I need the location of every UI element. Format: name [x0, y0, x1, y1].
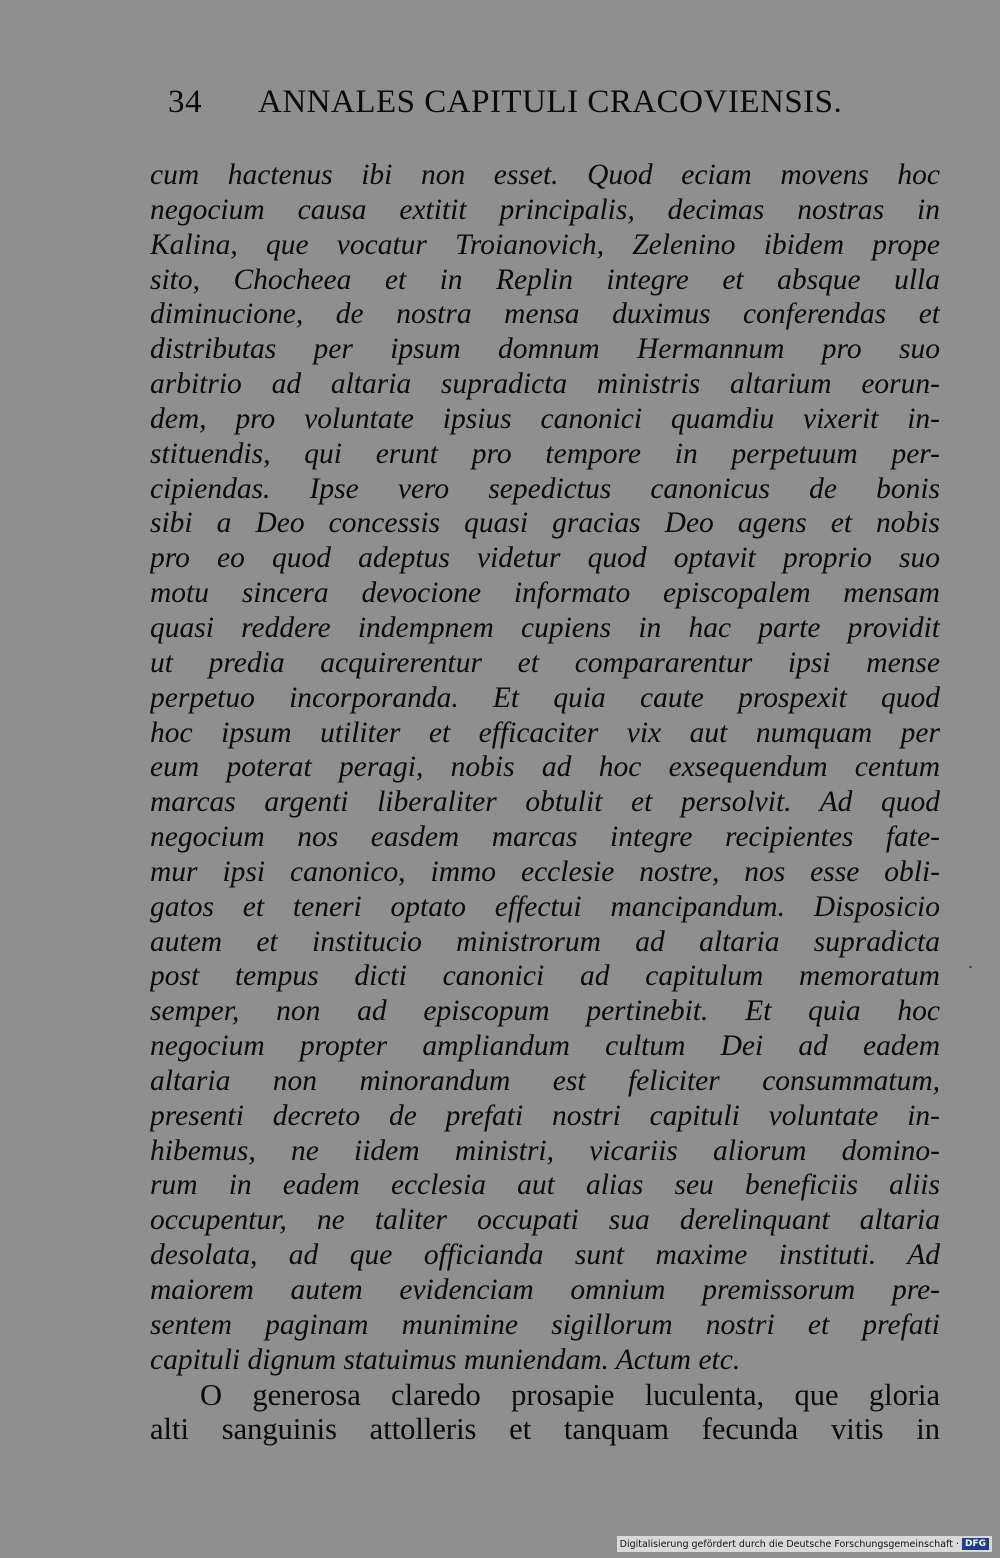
text-line: arbitrio ad altaria supradicta ministris altarium eorun- [150, 368, 940, 401]
text-line: stituendis, qui erunt pro tempore in perpetuum per- [150, 437, 940, 470]
text-line-paragraph-start: O generosa claredo prosapie luculenta, que gloria [200, 1377, 940, 1412]
text-line: alti sanguinis attolleris et tanquam fecunda vitis in [150, 1412, 940, 1447]
text-line: sentem paginam munimine sigillorum nostri et prefati [150, 1308, 940, 1341]
text-line: rum in eadem ecclesia aut alias seu beneficiis aliis [150, 1169, 940, 1202]
text-line: eum poterat peragi, nobis ad hoc exsequendum centum [150, 751, 940, 784]
text-line: motu sincera devocione informato episcopalem mensam [150, 577, 940, 610]
text-line: capituli dignum statuimus muniendam. Actum etc. [150, 1343, 741, 1376]
text-line: post tempus dicti canonici ad capitulum memoratum [150, 960, 940, 993]
text-line: cipiendas. Ipse vero sepedictus canonicus de bonis [150, 472, 940, 505]
text-line: sito, Chocheea et in Replin integre et absque ulla [150, 263, 940, 296]
text-line: altaria non minorandum est feliciter consummatum, [150, 1064, 940, 1097]
page-number: 34 [168, 84, 202, 120]
text-line: negocium causa extitit principalis, decimas nostras in [150, 193, 940, 226]
running-title: ANNALES CAPITULI CRACOVIENSIS. [258, 84, 843, 120]
page-header [168, 84, 858, 128]
footer-credit: Digitalisierung gefördert durch die Deutsche Forschungsgemeinschaft [619, 1538, 953, 1550]
body-text [150, 158, 940, 1447]
text-line: hibemus, ne iidem ministri, vicariis aliorum domino- [150, 1134, 940, 1167]
footer-separator: · [955, 1538, 959, 1550]
text-line: diminucione, de nostra mensa duximus conferendas et [150, 298, 940, 331]
text-line: pro eo quod adeptus videtur quod optavit proprio suo [150, 542, 940, 575]
text-line: quasi reddere indempnem cupiens in hac parte providit [150, 611, 940, 644]
text-line: dem, pro voluntate ipsius canonici quamdiu vixerit in- [150, 402, 940, 435]
text-line: desolata, ad que officianda sunt maxime instituti. Ad [150, 1239, 940, 1272]
text-line: negocium nos easdem marcas integre recipientes fate- [150, 821, 940, 854]
text-line: cum hactenus ibi non esset. Quod eciam movens hoc [150, 159, 940, 191]
dfg-logo: DFG [962, 1538, 989, 1550]
scan-speck [969, 966, 972, 968]
text-line: occupentur, ne taliter occupati sua derelinquant altaria [150, 1204, 940, 1237]
text-line: distributas per ipsum domnum Hermannum pro suo [150, 333, 940, 366]
text-line: autem et institucio ministrorum ad altaria supradicta [150, 925, 940, 958]
text-line: ut predia acquirerentur et compararentur ipsi mense [150, 646, 940, 679]
digitization-footer [617, 1536, 992, 1552]
text-line: marcas argenti liberaliter obtulit et persolvit. Ad quod [150, 786, 940, 819]
text-line: presenti decreto de prefati nostri capituli voluntate in- [150, 1099, 940, 1132]
text-line: gatos et teneri optato effectui mancipandum. Disposicio [150, 890, 940, 923]
text-line: negocium propter ampliandum cultum Dei ad eadem [150, 1030, 940, 1063]
text-line: hoc ipsum utiliter et efficaciter vix aut numquam per [150, 716, 940, 749]
text-line: sibi a Deo concessis quasi gracias Deo agens et nobis [150, 507, 940, 540]
text-line: perpetuo incorporanda. Et quia caute prospexit quod [150, 681, 940, 714]
text-line: semper, non ad episcopum pertinebit. Et quia hoc [150, 995, 940, 1028]
text-line: maiorem autem evidenciam omnium premissorum pre- [150, 1274, 940, 1306]
text-line: Kalina, que vocatur Troianovich, Zelenino ibidem prope [150, 228, 940, 261]
text-line: mur ipsi canonico, immo ecclesie nostre, nos esse obli- [150, 855, 940, 888]
